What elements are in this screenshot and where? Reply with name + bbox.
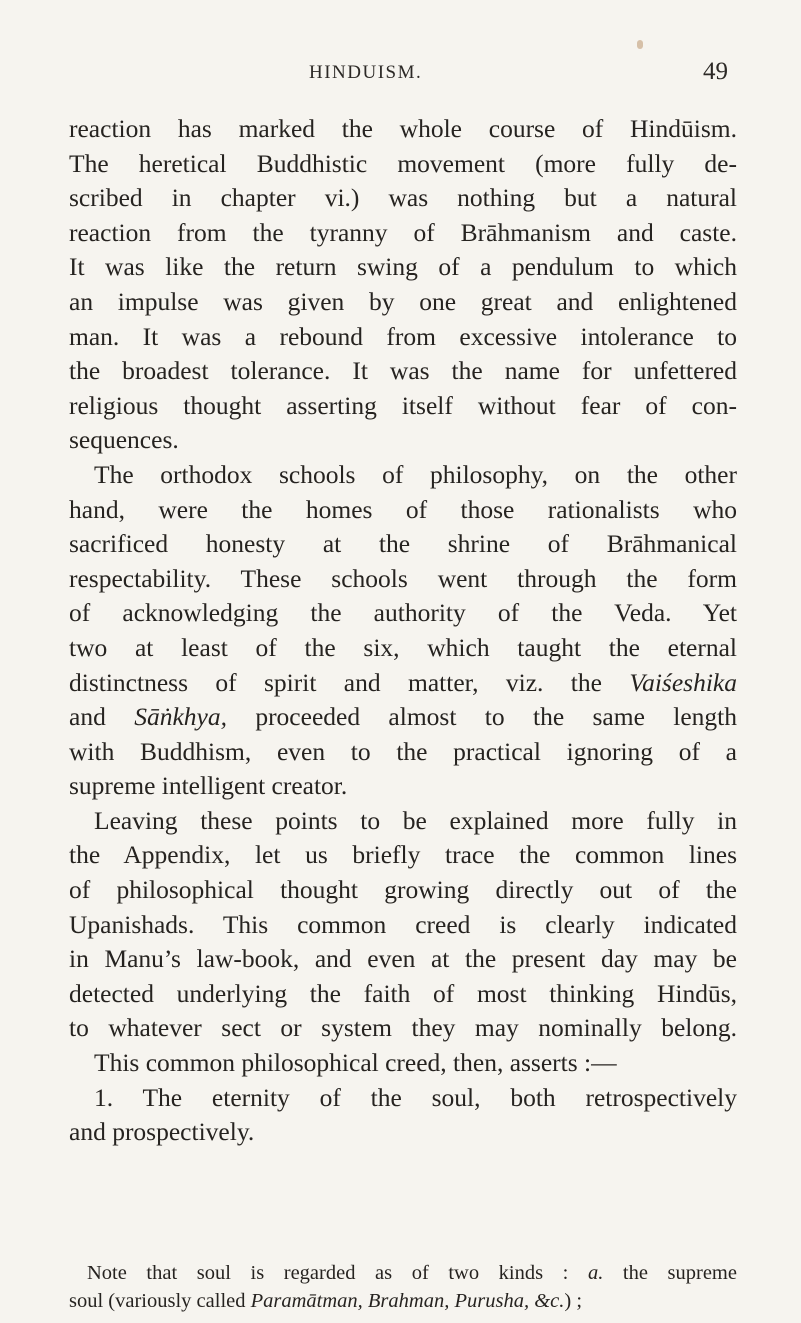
text-line: of acknowledging the authority of the Veda. Yet xyxy=(69,598,737,628)
text-run: proceeded almost to the same length xyxy=(226,702,737,732)
text-line: scribed in chapter vi.) was nothing but a natural xyxy=(69,183,737,213)
running-header xyxy=(0,58,801,88)
text-line: religious thought asserting itself without fear of con- xyxy=(69,390,737,420)
text-line: in Manu’s law-book, and even at the present day may be xyxy=(69,944,737,974)
italic-term: Vaiśeshika xyxy=(629,667,737,697)
footnote xyxy=(69,1259,737,1315)
text-run: soul (variously called xyxy=(69,1290,251,1312)
text-line: hand, were the homes of those rationalists who xyxy=(69,494,737,524)
text-line: Leaving these points to be explained more fully in xyxy=(94,805,737,835)
text-run: ) ; xyxy=(564,1290,583,1312)
text-line: detected underlying the faith of most thinking Hindūs, xyxy=(69,978,737,1008)
text-line: The heretical Buddhistic movement (more fully de- xyxy=(69,148,737,178)
text-line xyxy=(69,666,737,701)
text-line: It was like the return swing of a pendulum to which xyxy=(69,252,737,282)
footnote-line xyxy=(69,1287,737,1315)
text-line: The orthodox schools of philosophy, on the other xyxy=(94,459,737,489)
text-line: of philosophical thought growing directly out of the xyxy=(69,875,737,905)
text-line: an impulse was given by one great and enlightened xyxy=(69,286,737,316)
italic-term: a. xyxy=(587,1262,604,1284)
italic-term: Paramātman, Brahman, Purusha, &c. xyxy=(250,1290,565,1312)
text-line: two at least of the six, which taught the eternal xyxy=(69,632,737,662)
text-line xyxy=(69,700,737,735)
text-line: and prospectively. xyxy=(69,1117,255,1147)
text-line: sequences. xyxy=(69,425,179,455)
text-line: 1. The eternity of the soul, both retrospectively xyxy=(94,1082,737,1112)
page-number: 49 xyxy=(703,58,728,85)
text-line: reaction from the tyranny of Brāhmanism and caste. xyxy=(69,217,737,247)
text-line: sacrificed honesty at the shrine of Brāhmanical xyxy=(69,529,737,559)
text-line: supreme intelligent creator. xyxy=(69,771,348,801)
text-run: Note that soul is regarded as of two kinds : xyxy=(87,1262,588,1284)
paper-speck xyxy=(637,40,643,49)
body-text xyxy=(69,112,737,1150)
text-run: and xyxy=(69,702,135,732)
text-line: This common philosophical creed, then, asserts :— xyxy=(94,1048,617,1078)
text-run: the supreme xyxy=(603,1262,737,1284)
text-run: distinctness of spirit and matter, viz. the xyxy=(69,667,630,697)
text-line: to whatever sect or system they may nominally belong. xyxy=(69,1013,737,1043)
text-line: the broadest tolerance. It was the name for unfettered xyxy=(69,356,737,386)
text-line: Upanishads. This common creed is clearly indicated xyxy=(69,909,737,939)
running-title: HINDUISM. xyxy=(309,62,423,83)
text-line: with Buddhism, even to the practical ignoring of a xyxy=(69,736,737,766)
text-line: reaction has marked the whole course of Hindūism. xyxy=(69,114,737,143)
text-line: respectability. These schools went through the form xyxy=(69,563,737,593)
text-line: the Appendix, let us briefly trace the common lines xyxy=(69,840,737,870)
italic-term: Sāṅkhya, xyxy=(134,702,227,732)
text-line: man. It was a rebound from excessive intolerance to xyxy=(69,321,737,351)
footnote-line xyxy=(69,1259,737,1287)
